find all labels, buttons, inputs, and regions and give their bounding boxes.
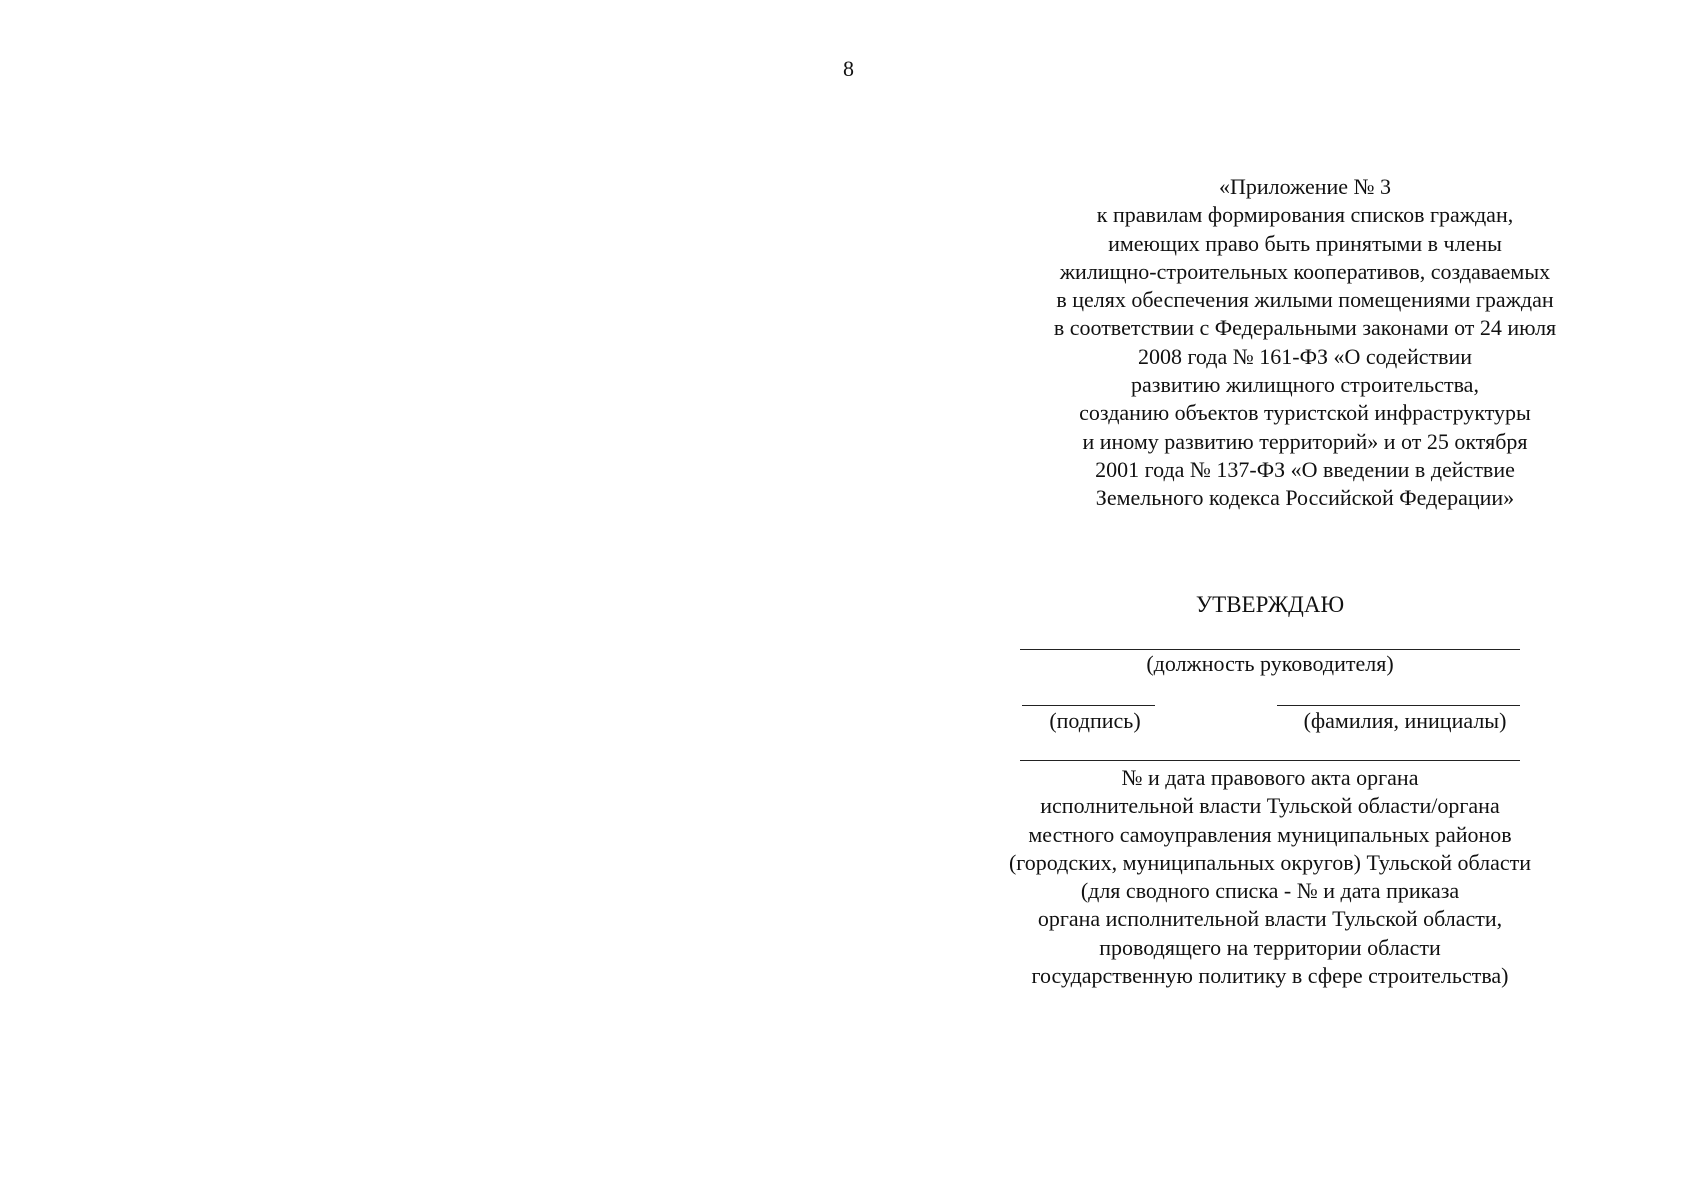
legal-act-caption [960,764,1580,990]
signature-caption: (подпись) [1049,708,1141,733]
position-caption: (должность руководителя) [1146,651,1394,676]
appendix-line: созданию объектов туристской инфраструктуры [1079,400,1531,426]
appendix-line: «Приложение № 3 [1218,174,1392,199]
appendix-line: в целях обеспечения жилыми помещениями граждан [1056,287,1554,313]
act-line: исполнительной власти Тульской области/органа [1040,793,1500,819]
appendix-line: и иному развитию территорий» и от 25 октября [1082,428,1528,454]
act-line: органа исполнительной власти Тульской области, [1037,906,1503,932]
appendix-line: 2008 года № 161-ФЗ «О содействии [1137,343,1473,369]
appendix-line: к правилам формирования списков граждан, [1096,202,1514,228]
act-line: (для сводного списка - № и дата приказа [1080,878,1460,904]
act-blank-line [1020,760,1520,761]
appendix-line: 2001 года № 137-ФЗ «О введении в действие [1095,456,1515,482]
appendix-line: Земельного кодекса Российской Федерации» [1095,485,1515,511]
name-blank-line [1277,705,1520,706]
appendix-reference [995,173,1615,513]
appendix-line: имеющих право быть принятыми в члены [1108,230,1502,256]
act-line: № и дата правового акта органа [1121,765,1419,790]
approval-title: УТВЕРЖДАЮ [1195,592,1345,617]
name-caption: (фамилия, инициалы) [1303,708,1507,733]
act-line: местного самоуправления муниципальных районов [1028,821,1512,847]
act-line: проводящего на территории области [1099,934,1441,960]
act-line: (городских, муниципальных округов) Тульской области [1008,849,1532,875]
page-number: 8 [843,56,854,81]
appendix-line: развитию жилищного строительства, [1131,372,1479,398]
signature-blank-line [1022,705,1155,706]
appendix-line: в соответствии с Федеральными законами от 24 июля [1053,315,1557,341]
act-line: государственную политику в сфере строительства) [1031,963,1509,989]
appendix-line: жилищно-строительных кооперативов, создаваемых [1059,258,1551,284]
